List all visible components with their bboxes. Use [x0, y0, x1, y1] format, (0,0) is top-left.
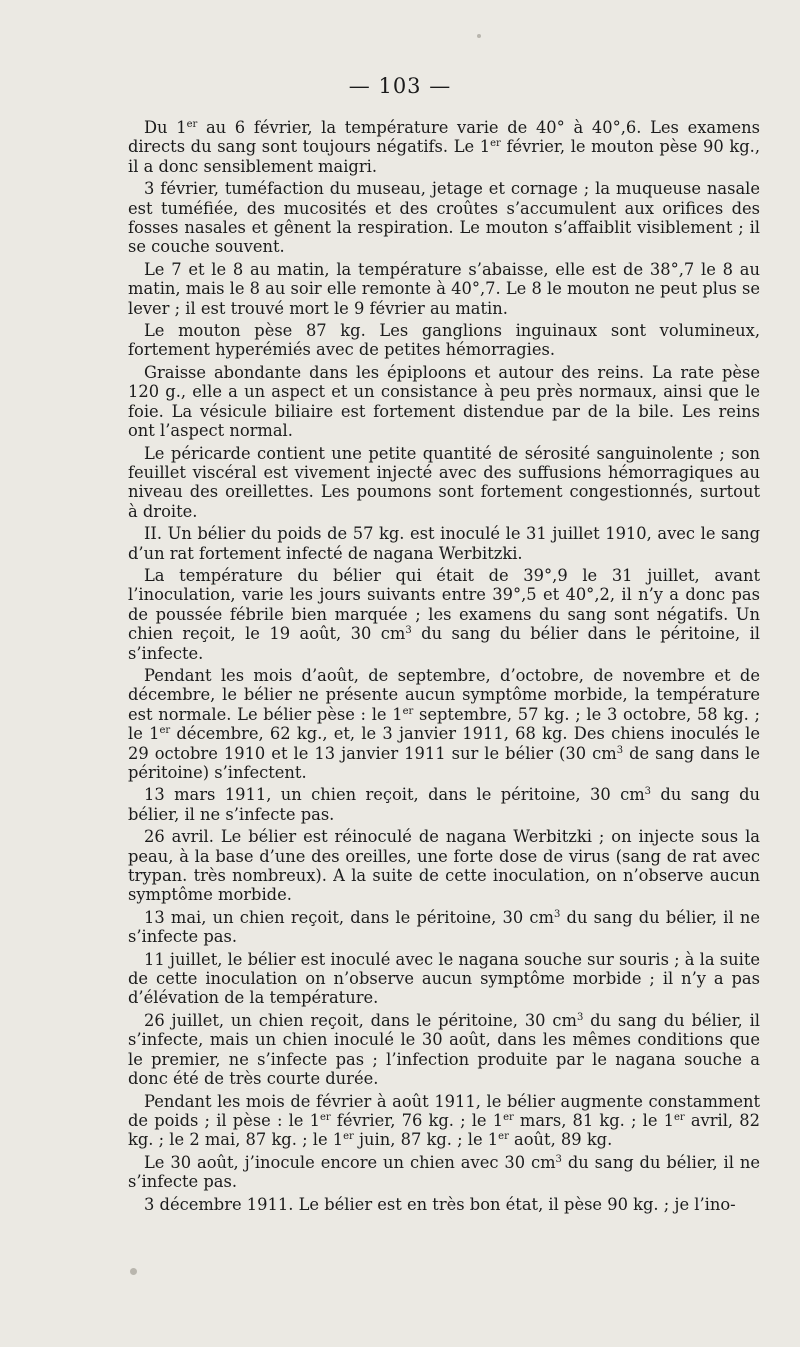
paragraph: Graisse abondante dans les épiploons et autour des reins. La rate pèse 120 g., elle a un aspect et un consistance à peu près normaux, ainsi que le foie. La vésicule biliaire est fortement distendue par de la bile. Les reins ont l’aspect normal.: [128, 362, 760, 441]
paragraph: 13 mai, un chien reçoit, dans le péritoine, 30 $cm^3$ du sang du bélier, il ne s’infecte pas.: [128, 907, 760, 947]
paragraph: Du 1er au 6 février, la température varie de 40° à 40°,6. Les examens directs du sang sont toujours négatifs. Le 1er février, le mouton pèse 90 kg., il a donc sensiblement maigri.: [128, 118, 761, 176]
paragraph: Le 7 et le 8 au matin, la température s’abaisse, elle est de 38°,7 le 8 au matin, mais le 8 au soir elle remonte à 40°,7. Le 8 le mouton ne peut plus se lever ; il est trouvé mort le 9 février au matin.: [128, 259, 760, 318]
paragraph: Pendant les mois de février à août 1911, le bélier augmente constamment de poids ; il pèse : le 1er février, 76 kg. ; le 1er mars, 81 kg. ; le 1er avril, 82 kg. ; le 2 mai, 87 kg. ; le 1er juin, 87 kg. ; le 1er août, 89 kg.: [128, 1091, 760, 1150]
paper-speck: [130, 1268, 137, 1275]
paper-speck: [477, 34, 481, 38]
paragraph: 26 avril. Le bélier est réinoculé de nagana Werbitzki ; on injecte sous la peau, à la base d’une des oreilles, une forte dose de virus (sang de rat avec trypan. très nombreux). A la suite de cette inoculation, on n’observe aucun symptôme morbide.: [128, 827, 760, 905]
paragraph: 26 juillet, un chien reçoit, dans le péritoine, 30 $cm^3$ du sang du bélier, il s’infecte, mais un chien inoculé le 30 août, dans les mêmes conditions que le premier, ne s’infecte pas ; l’infection produite par le nagana souche a donc été de très courte durée.: [128, 1010, 760, 1089]
paragraph: II. Un bélier du poids de 57 kg. est inoculé le 31 juillet 1910, avec le sang d’un rat fortement infecté de nagana Werbitzki.: [128, 524, 760, 563]
paragraph: Le péricarde contient une petite quantité de sérosité sanguinolente ; son feuillet viscéral est vivement injecté avec des suffusions hémorragiques au niveau des oreillettes. Les poumons sont fortement congestionnés, surtout à droite.: [128, 443, 760, 521]
paragraph: La température du bélier qui était de 39°,9 le 31 juillet, avant l’inoculation, varie les jours suivants entre 39°,5 et 40°,2, il n’y a donc pas de poussée fébrile bien marquée ; les examens du sang sont négatifs. Un chien reçoit, le 19 août, 30 $cm^3$ du sang du bélier dans le péritoine, il s’infecte.: [128, 565, 761, 663]
paragraph: Le mouton pèse 87 kg. Les ganglions inguinaux sont volumineux, fortement hyperémiés avec de petites hémorragies.: [128, 321, 760, 360]
page-number: — 103 —: [348, 74, 452, 98]
paragraph: 3 décembre 1911. Le bélier est en très bon état, il pèse 90 kg. ; je l’ino-: [144, 1194, 736, 1214]
body-text: [128, 118, 760, 1217]
paragraph: 3 février, tuméfaction du museau, jetage et cornage ; la muqueuse nasale est tuméfiée, des mucosités et des croûtes s’accumulent aux orifices des fosses nasales et gênent la respiration. Le mouton s’affaiblit visiblement ; il se couche souvent.: [128, 179, 760, 257]
paragraph: 11 juillet, le bélier est inoculé avec le nagana souche sur souris ; à la suite de cette inoculation on n’observe aucun symptôme morbide ; il n’y a pas d’élévation de la température.: [128, 949, 760, 1008]
paragraph: 13 mars 1911, un chien reçoit, dans le péritoine, 30 $cm^3$ du sang du bélier, il ne s’infecte pas.: [128, 785, 761, 824]
paragraph: Pendant les mois d’août, de septembre, d’octobre, de novembre et de décembre, le bélier ne présente aucun symptôme morbide, la température est normale. Le bélier pèse : le 1er septembre, 57 kg. ; le 3 octobre, 58 kg. ; le 1er décembre, 62 kg., et, le 3 janvier 1911, 68 kg. Des chiens inoculés le 29 octobre 1910 et le 13 janvier 1911 sur le bélier (30 $cm^3$ de sang dans le péritoine) s’infectent.: [128, 665, 760, 782]
paragraph: Le 30 août, j’inocule encore un chien avec 30 $cm^3$ du sang du bélier, il ne s’infecte pas.: [128, 1152, 760, 1192]
